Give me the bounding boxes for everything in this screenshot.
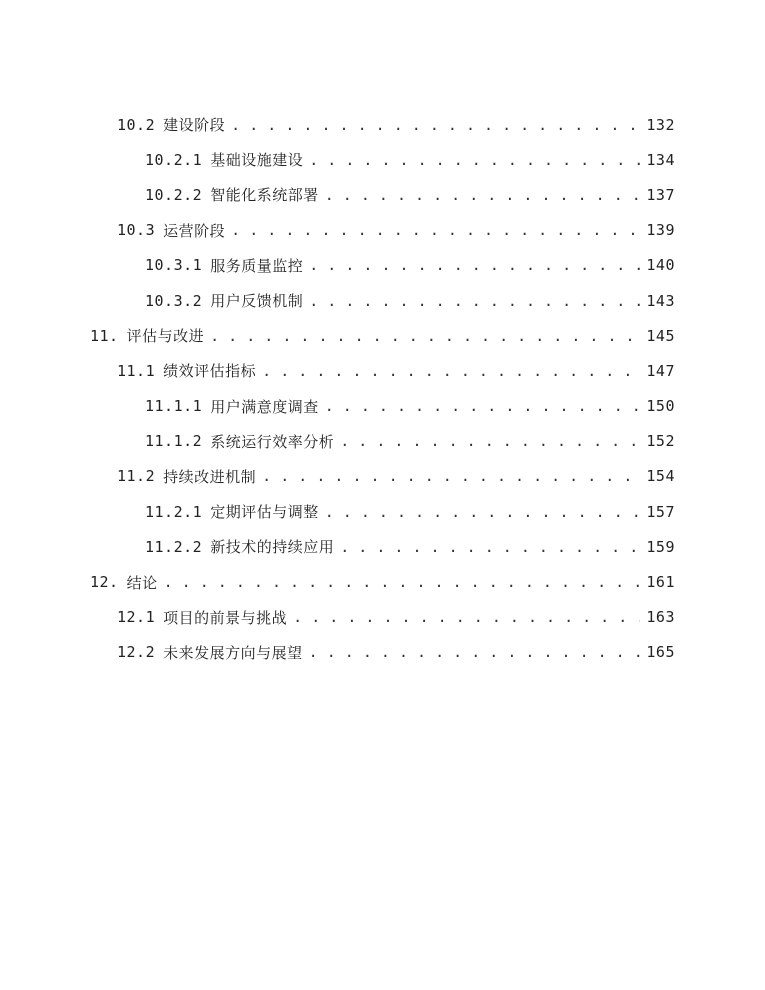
- toc-entry-number: 12.1: [117, 608, 156, 627]
- toc-entry-page-number: 132: [646, 115, 675, 134]
- table-of-contents: [0, 107, 765, 670]
- toc-entry-title: 定期评估与调整: [210, 503, 319, 522]
- toc-entry-number: 11.2.2: [145, 537, 203, 556]
- toc-entry-title: 结论: [126, 573, 158, 592]
- dot-leader: [340, 538, 640, 556]
- toc-entry-number: 11.1.1: [145, 397, 203, 416]
- toc-entry-page-number: 150: [646, 397, 675, 416]
- dot-leader: [262, 362, 640, 380]
- toc-entry[interactable]: [0, 177, 765, 212]
- toc-entry-number: 11.1: [117, 361, 156, 380]
- toc-entry[interactable]: [0, 424, 765, 459]
- toc-entry-number: 10.2.1: [145, 150, 203, 169]
- dot-leader: [231, 221, 640, 239]
- toc-entry-title: 评估与改进: [126, 327, 205, 346]
- toc-entry-page-number: 143: [646, 291, 675, 310]
- toc-entry-page-number: 140: [646, 256, 675, 275]
- toc-entry-number: 12.2: [117, 643, 156, 662]
- toc-entry-number: 10.3: [117, 221, 156, 240]
- toc-entry-number: 11.2: [117, 467, 156, 486]
- toc-entry-page-number: 137: [646, 185, 675, 204]
- toc-entry-number: 10.3.2: [145, 291, 203, 310]
- toc-entry-page-number: 157: [646, 502, 675, 521]
- toc-entry-page-number: 159: [646, 537, 675, 556]
- dot-leader: [309, 292, 640, 310]
- dot-leader: [325, 186, 641, 204]
- toc-entry-number: 12.: [90, 573, 119, 592]
- toc-entry-title: 基础设施建设: [210, 151, 304, 170]
- toc-entry-title: 用户满意度调查: [210, 397, 319, 416]
- toc-entry-title: 绩效评估指标: [163, 362, 257, 381]
- toc-entry-page-number: 161: [646, 573, 675, 592]
- toc-entry-number: 10.2: [117, 115, 156, 134]
- dot-leader: [210, 327, 640, 345]
- toc-entry[interactable]: [0, 213, 765, 248]
- dot-leader: [325, 503, 641, 521]
- toc-entry-number: 11.: [90, 326, 119, 345]
- toc-entry-title: 运营阶段: [163, 221, 226, 240]
- toc-entry-title: 服务质量监控: [210, 256, 304, 275]
- toc-entry-page-number: 134: [646, 150, 675, 169]
- toc-entry-number: 10.2.2: [145, 185, 203, 204]
- toc-entry[interactable]: [0, 635, 765, 670]
- toc-entry-page-number: 163: [646, 608, 675, 627]
- toc-entry-page-number: 152: [646, 432, 675, 451]
- toc-entry-number: 11.1.2: [145, 432, 203, 451]
- dot-leader: [309, 151, 640, 169]
- toc-entry[interactable]: [0, 494, 765, 529]
- toc-entry[interactable]: [0, 142, 765, 177]
- toc-entry-title: 建设阶段: [163, 116, 226, 135]
- dot-leader: [164, 573, 641, 591]
- toc-entry-page-number: 154: [646, 467, 675, 486]
- toc-entry-page-number: 139: [646, 221, 675, 240]
- dot-leader: [309, 256, 640, 274]
- dot-leader: [231, 116, 640, 134]
- dot-leader: [262, 467, 640, 485]
- toc-entry-title: 项目的前景与挑战: [163, 608, 288, 627]
- dot-leader: [340, 432, 640, 450]
- toc-entry[interactable]: [0, 389, 765, 424]
- toc-entry-page-number: 165: [646, 643, 675, 662]
- toc-entry-title: 持续改进机制: [163, 467, 257, 486]
- toc-entry-title: 用户反馈机制: [210, 292, 304, 311]
- toc-entry-title: 未来发展方向与展望: [163, 643, 303, 662]
- toc-entry-number: 11.2.1: [145, 502, 203, 521]
- toc-entry-page-number: 145: [646, 326, 675, 345]
- toc-entry[interactable]: [0, 318, 765, 353]
- toc-entry-title: 系统运行效率分析: [210, 432, 335, 451]
- toc-entry[interactable]: [0, 248, 765, 283]
- toc-entry-number: 10.3.1: [145, 256, 203, 275]
- toc-entry[interactable]: [0, 283, 765, 318]
- toc-entry-title: 新技术的持续应用: [210, 538, 335, 557]
- dot-leader: [309, 643, 641, 661]
- toc-entry[interactable]: [0, 600, 765, 635]
- toc-entry[interactable]: [0, 353, 765, 388]
- dot-leader: [325, 397, 641, 415]
- toc-entry-page-number: 147: [646, 361, 675, 380]
- toc-entry[interactable]: [0, 564, 765, 599]
- toc-entry[interactable]: [0, 529, 765, 564]
- toc-entry[interactable]: [0, 107, 765, 142]
- dot-leader: [293, 608, 640, 626]
- toc-entry[interactable]: [0, 459, 765, 494]
- toc-entry-title: 智能化系统部署: [210, 186, 319, 205]
